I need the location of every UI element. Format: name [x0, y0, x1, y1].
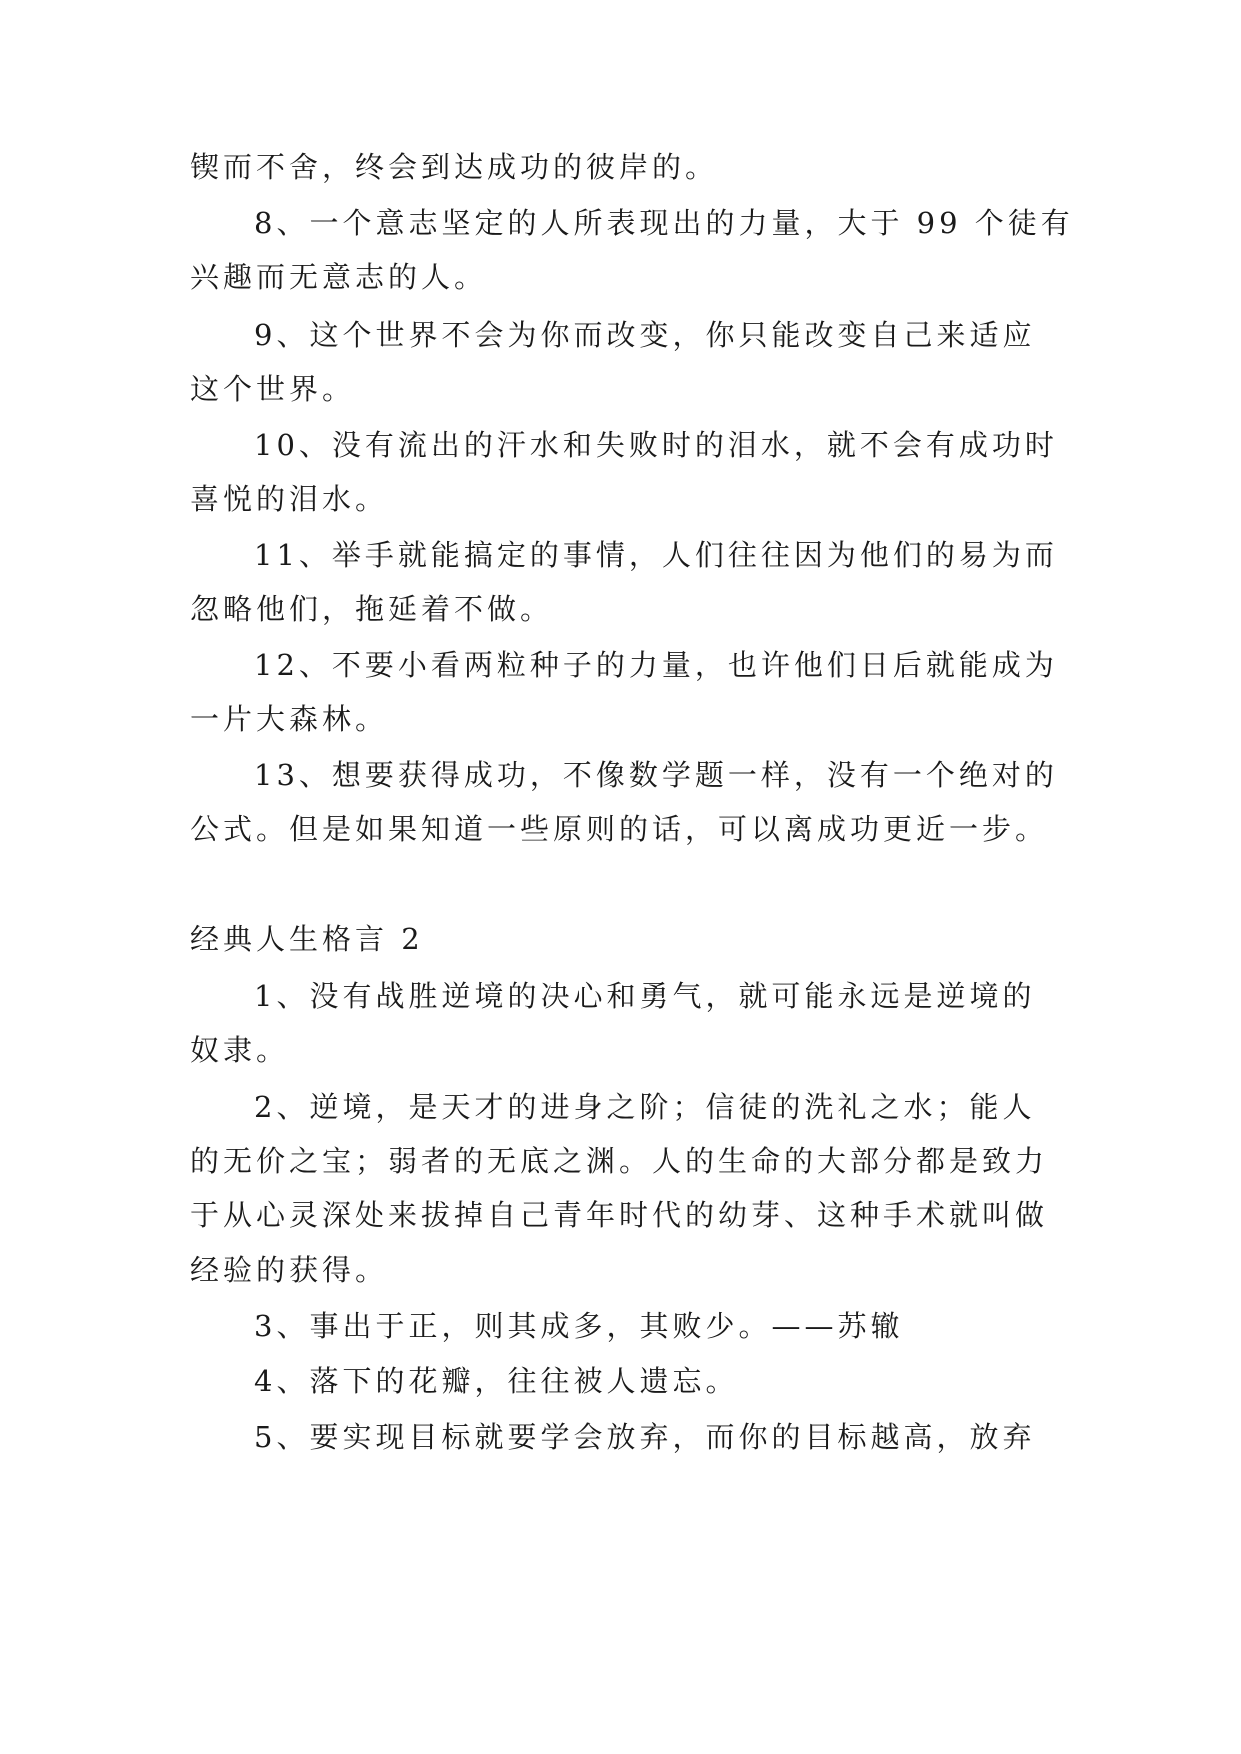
- text-line: 锲而不舍，终会到达成功的彼岸的。: [190, 150, 719, 184]
- list-item-1-line-1: 1、没有战胜逆境的决心和勇气，就可能永远是逆境的: [254, 979, 1036, 1013]
- list-item-13-line-1: 13、想要获得成功，不像数学题一样，没有一个绝对的: [254, 758, 1058, 792]
- list-item-11-line-1: 11、举手就能搞定的事情，人们往往因为他们的易为而: [254, 538, 1058, 572]
- list-item-13-line-2: 公式。但是如果知道一些原则的话，可以离成功更近一步。: [190, 812, 1049, 846]
- list-item-3-line-1: 3、事出于正，则其成多，其败少。——苏辙: [254, 1309, 904, 1343]
- list-item-8-line-2: 兴趣而无意志的人。: [190, 260, 488, 294]
- list-item-1-line-2: 奴隶。: [190, 1033, 290, 1067]
- list-item-12-line-2: 一片大森林。: [190, 702, 389, 736]
- list-item-10-line-2: 喜悦的泪水。: [190, 482, 389, 516]
- list-item-10-line-1: 10、没有流出的汗水和失败时的泪水，就不会有成功时: [254, 428, 1058, 462]
- list-item-2-line-3: 于从心灵深处来拔掉自己青年时代的幼芽、这种手术就叫做: [190, 1198, 1049, 1232]
- list-item-5-line-1: 5、要实现目标就要学会放弃，而你的目标越高，放弃: [254, 1420, 1036, 1454]
- list-item-2-line-4: 经验的获得。: [190, 1253, 389, 1287]
- list-item-9-line-2: 这个世界。: [190, 372, 356, 406]
- list-item-12-line-1: 12、不要小看两粒种子的力量，也许他们日后就能成为: [254, 648, 1058, 682]
- list-item-8-line-1: 8、一个意志坚定的人所表现出的力量，大于 99 个徒有: [254, 206, 1074, 240]
- section-heading: 经典人生格言 2: [190, 922, 424, 956]
- list-item-4-line-1: 4、落下的花瓣，往往被人遗忘。: [254, 1364, 739, 1398]
- list-item-2-line-2: 的无价之宝；弱者的无底之渊。人的生命的大部分都是致力: [190, 1144, 1049, 1178]
- list-item-2-line-1: 2、逆境，是天才的进身之阶；信徒的洗礼之水；能人: [254, 1090, 1036, 1124]
- list-item-9-line-1: 9、这个世界不会为你而改变，你只能改变自己来适应: [254, 318, 1036, 352]
- list-item-11-line-2: 忽略他们，拖延着不做。: [190, 592, 554, 626]
